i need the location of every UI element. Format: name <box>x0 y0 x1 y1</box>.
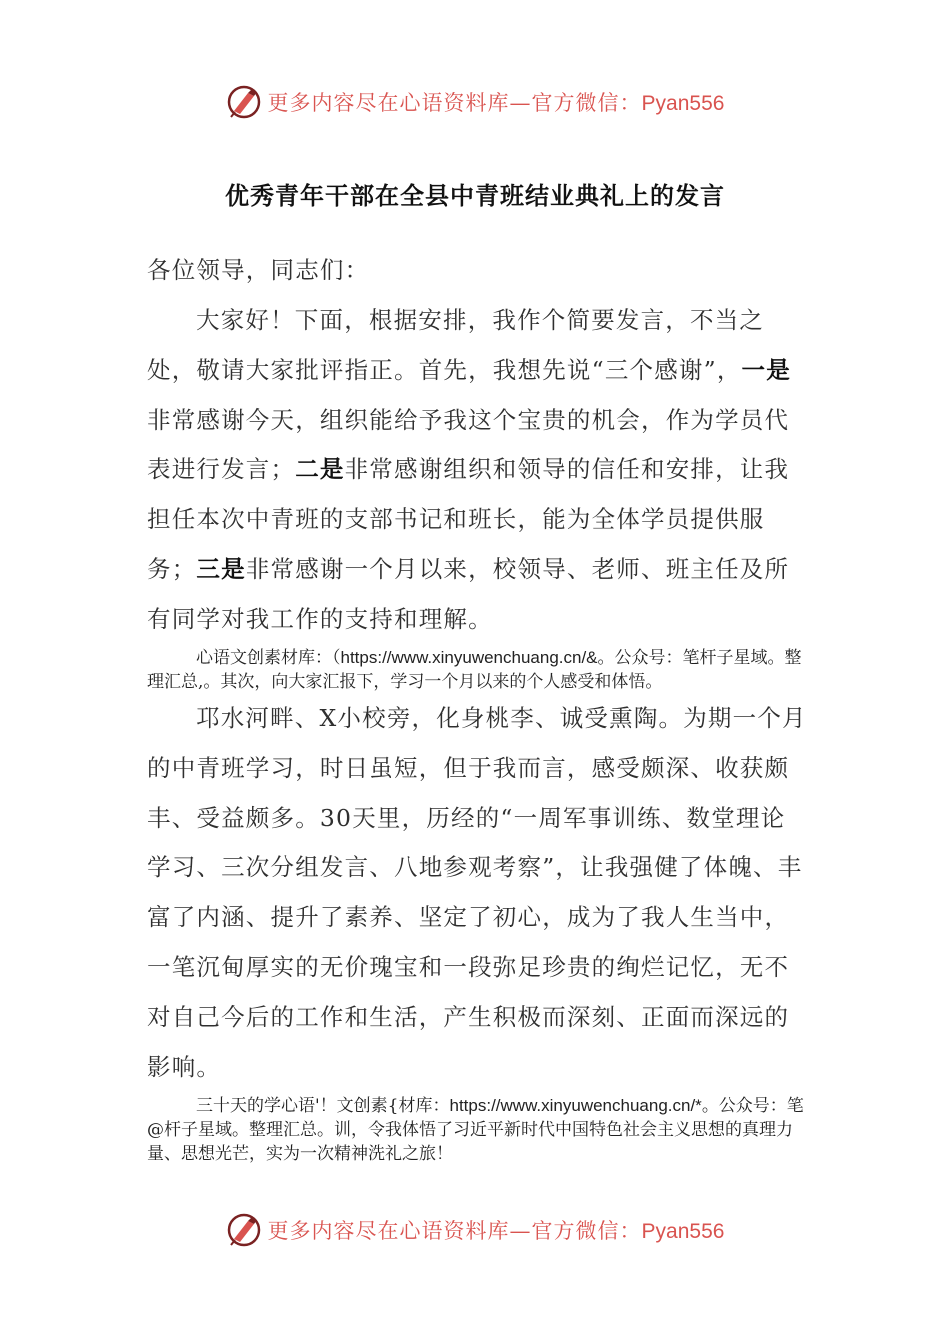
watermark-note-2: 三十天的学心语'！文创素{材库：https://www.xinyuwenchuang.cn/*。公众号：笔@杆子星域。整理汇总。训，令我体悟了习近平新时代中国特色社会主义思想的真理力量、思想光芒，实为一次精神洗礼之旅！ <box>147 1096 804 1164</box>
wechat-id: Pyan556 <box>641 1220 725 1243</box>
paragraph-experience: 邛水河畔、X小校旁，化身桃李、诚受熏陶。为期一个月的中青班学习，时日虽短，但于我而言，感受颇深、收获颇丰、受益颇多。30天里，历经的“一周军事训练、数堂理论学习、三次分组发言、八地参观考察”，让我强健了体魄、丰富了内涵、提升了素养、坚定了初心，成为了我人生当中，一笔沉甸厚实的无价瑰宝和一段弥足珍贵的绚烂记忆，无不对自己今后的工作和生活，产生积极而深刻、正面而深远的影响。 <box>147 704 807 1081</box>
header-text: 更多内容尽在心语资料库—官方微信：Pyan556 <box>267 91 725 115</box>
watermark-note-1: 心语文创素材库：（https://www.xinyuwenchuang.cn/&。公众号：笔杆子星域。整理汇总,。其次，向大家汇报下，学习一个月以来的个人感受和体悟。 <box>147 648 802 692</box>
footer-banner <box>0 1210 950 1250</box>
keyword-second: 二是 <box>295 455 345 484</box>
pen-nib-circle-icon <box>226 1212 262 1248</box>
keyword-third: 三是 <box>196 554 246 583</box>
paragraph-thanks: 大家好！下面，根据安排，我作个简要发言，不当之处，敬请大家批评指正。首先，我想先说“三个感谢”，一是非常感谢今天，组织能给予我这个宝贵的机会，作为学员代表进行发言；二是非常感谢组织和领导的信任和安排，让我担任本次中青班的支部书记和班长，能为全体学员提供服务；三是非常感谢一个月以来，校领导、老师、班主任及所有同学对我工作的支持和理解。 <box>147 306 791 633</box>
keyword-first: 一是 <box>741 355 791 384</box>
footer-text: 更多内容尽在心语资料库—官方微信：Pyan556 <box>267 1219 725 1243</box>
header-banner <box>0 82 950 122</box>
salutation: 各位领导，同志们： <box>147 256 370 284</box>
document-title: 优秀青年干部在全县中青班结业典礼上的发言 <box>225 181 725 210</box>
wechat-id: Pyan556 <box>641 92 725 115</box>
pen-nib-circle-icon <box>226 84 262 120</box>
